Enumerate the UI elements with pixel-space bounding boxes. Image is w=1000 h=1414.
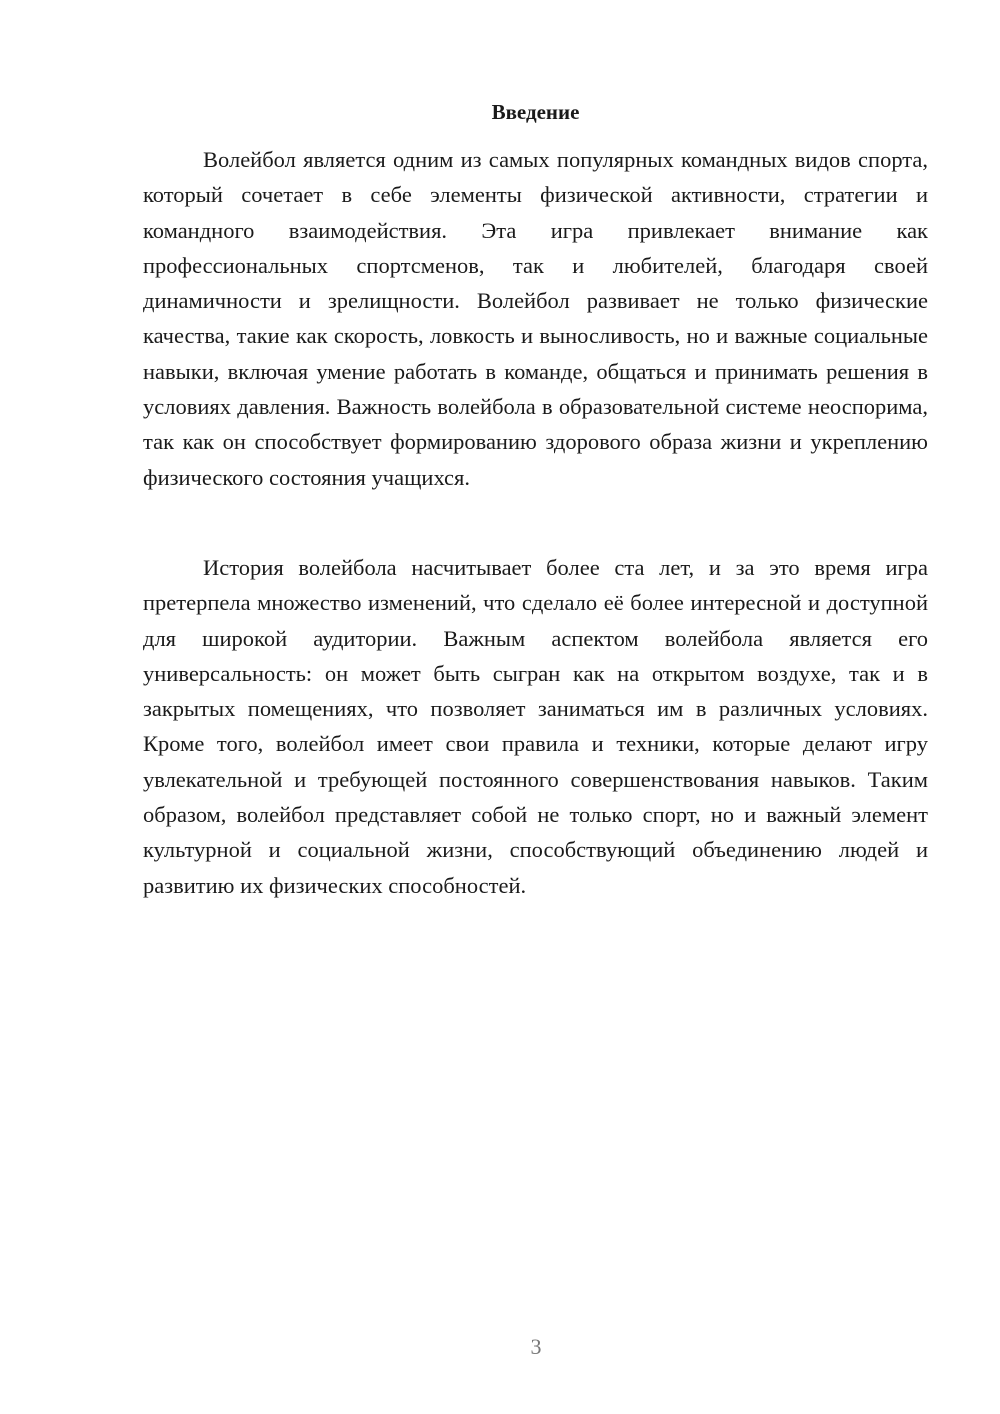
paragraph-block-1 xyxy=(143,142,928,495)
paragraph: История волейбола насчитывает более ста лет, и за это время игра претерпела множество изменений, что сделало её более интересной и доступной для широкой аудитории. Важным аспектом волейбола является его универсальность: он может быть сыгран как на открытом воздухе, так и в закрытых помещениях, что позволяет заниматься им в различных условиях. Кроме того, волейбол имеет свои правила и техники, которые делают игру увлекательной и требующей постоянного совершенствования навыков. Таким образом, волейбол представляет собой не только спорт, но и важный элемент культурной и социальной жизни, способствующий объединению людей и развитию их физических способностей. xyxy=(143,555,928,898)
section-title: Введение xyxy=(491,100,580,124)
paragraph: Волейбол является одним из самых популярных командных видов спорта, который сочетает в себе элементы физической активности, стратегии и командного взаимодействия. Эта игра привлекает внимание как профессиональных спортсменов, так и любителей, благодаря своей динамичности и зрелищности. Волейбол развивает не только физические качества, такие как скорость, ловкость и выносливость, но и важные социальные навыки, включая умение работать в команде, общаться и принимать решения в условиях давления. Важность волейбола в образовательной системе неоспорима, так как он способствует формированию здорового образа жизни и укреплению физического состояния учащихся. xyxy=(143,147,928,490)
page-number: 3 xyxy=(530,1334,542,1359)
paragraph-block-2 xyxy=(143,550,928,903)
